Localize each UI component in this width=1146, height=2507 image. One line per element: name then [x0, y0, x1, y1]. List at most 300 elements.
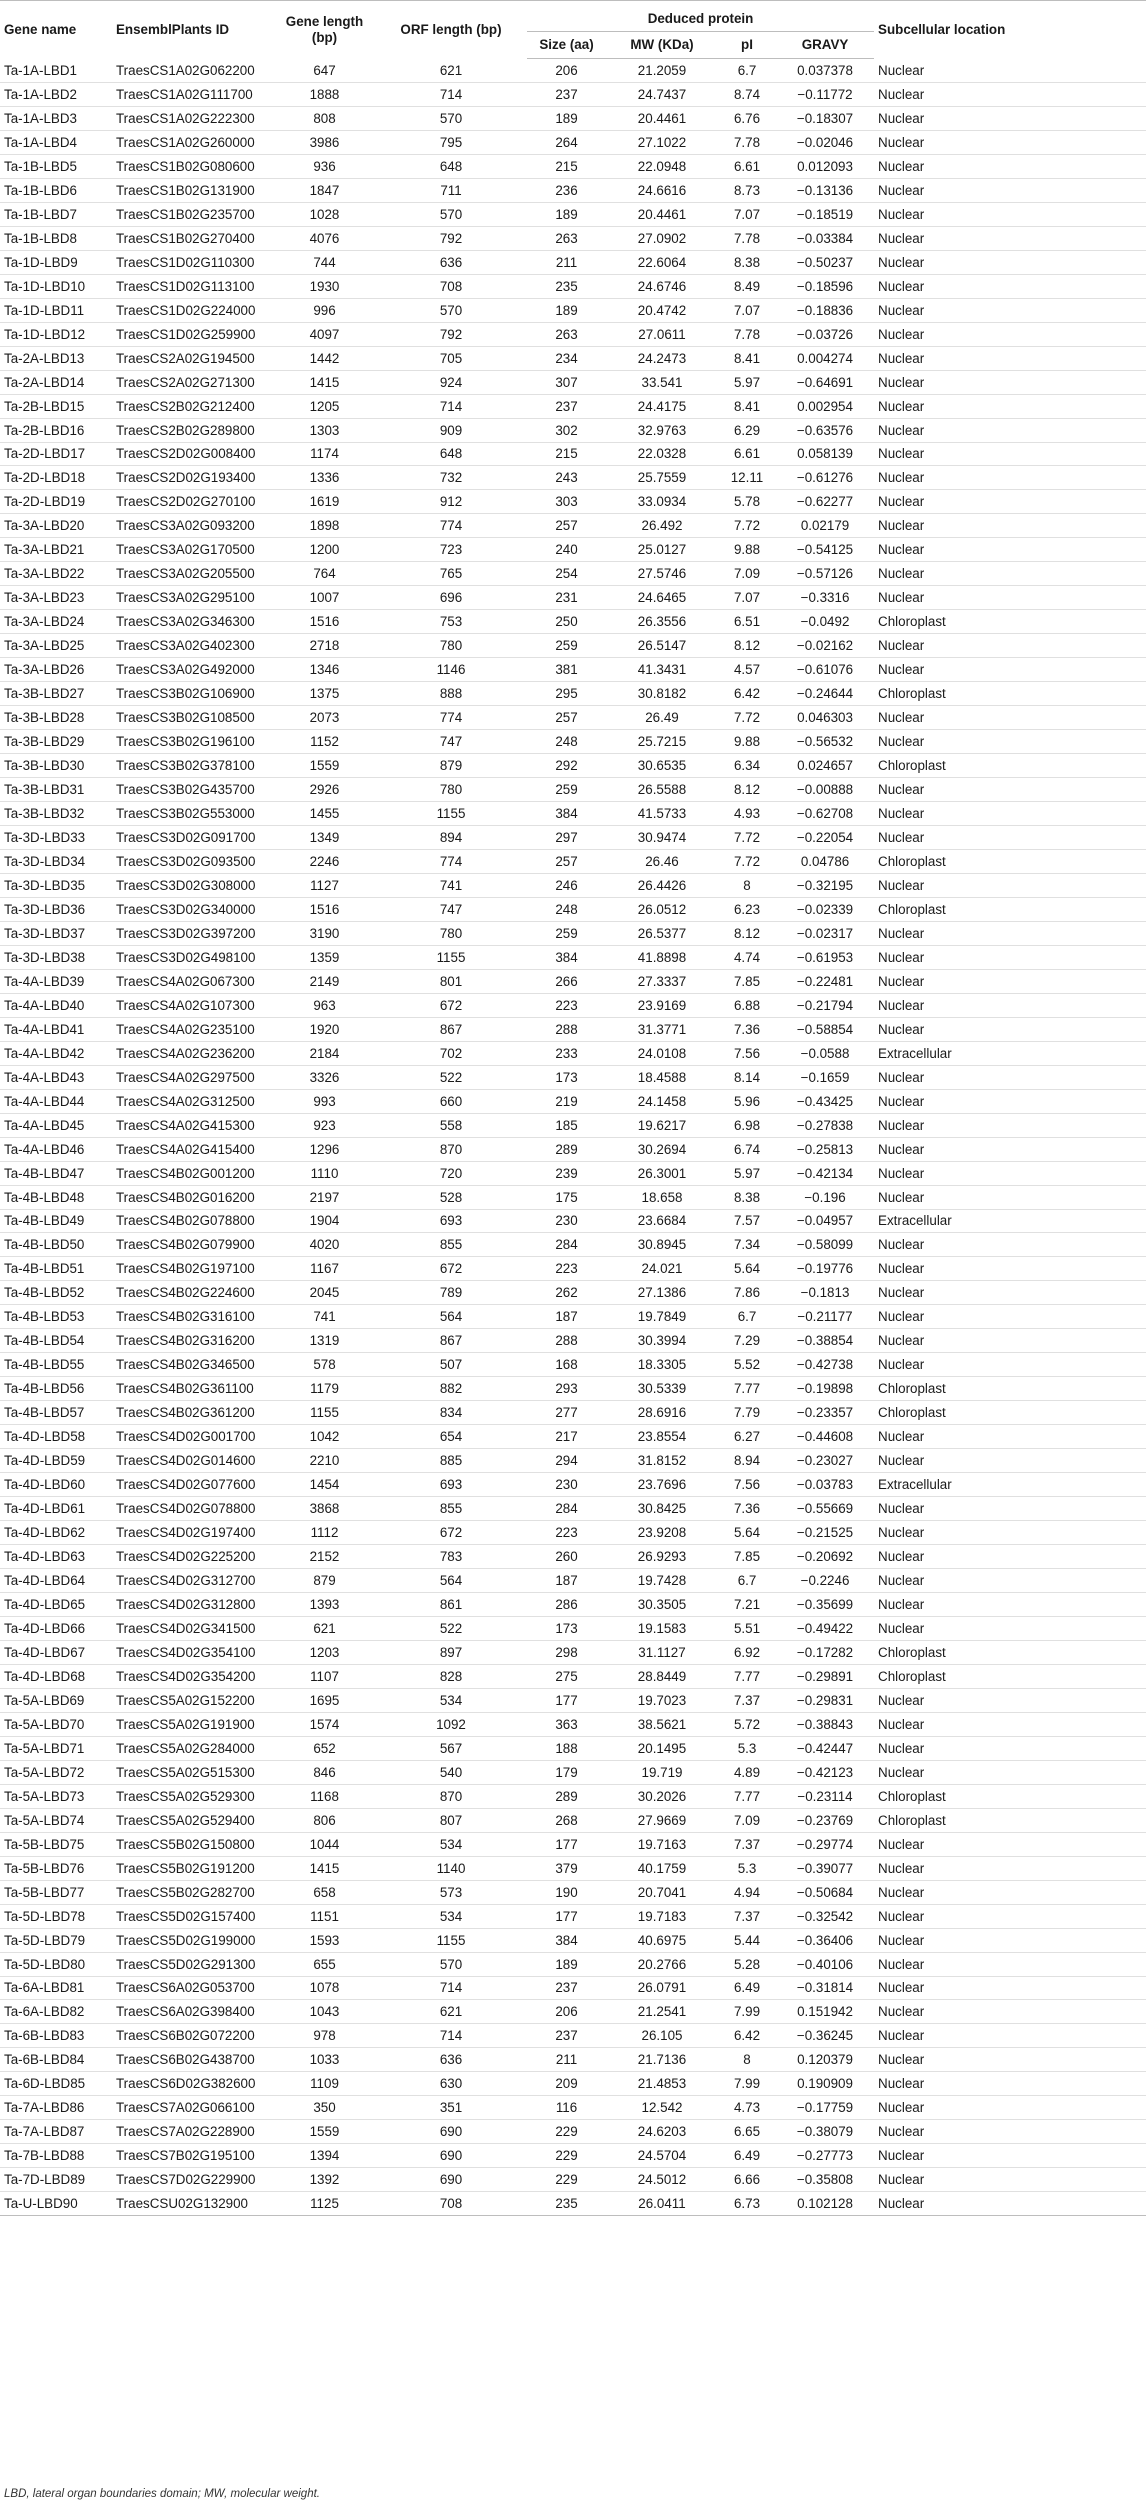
- cell-ensembl-id: TraesCS3D02G308000: [112, 873, 274, 897]
- cell-mw: 40.6975: [606, 1928, 718, 1952]
- cell-mw: 24.6616: [606, 178, 718, 202]
- cell-gene-name: Ta-5A-LBD70: [0, 1712, 112, 1736]
- cell-orf-length: 672: [375, 1257, 527, 1281]
- cell-size: 259: [527, 778, 606, 802]
- table-row: [0, 706, 1146, 730]
- cell-size: 240: [527, 538, 606, 562]
- cell-size: 303: [527, 490, 606, 514]
- cell-gene-name: Ta-4D-LBD67: [0, 1640, 112, 1664]
- cell-location: Nuclear: [874, 394, 1146, 418]
- cell-gene-name: Ta-4A-LBD44: [0, 1089, 112, 1113]
- cell-size: 206: [527, 59, 606, 83]
- cell-location: Nuclear: [874, 2096, 1146, 2120]
- cell-gene-length: 2152: [274, 1545, 375, 1569]
- cell-orf-length: 870: [375, 1784, 527, 1808]
- table-row: [0, 1425, 1146, 1449]
- cell-size: 237: [527, 394, 606, 418]
- cell-gene-name: Ta-3B-LBD31: [0, 778, 112, 802]
- table-row: [0, 1688, 1146, 1712]
- cell-pi: 9.88: [718, 538, 776, 562]
- cell-mw: 23.9169: [606, 993, 718, 1017]
- cell-gene-name: Ta-4D-LBD61: [0, 1497, 112, 1521]
- cell-gene-length: 1442: [274, 346, 375, 370]
- cell-gene-length: 2926: [274, 778, 375, 802]
- cell-size: 177: [527, 1904, 606, 1928]
- cell-gene-length: 1559: [274, 2120, 375, 2144]
- table-row: [0, 1664, 1146, 1688]
- cell-ensembl-id: TraesCS5D02G291300: [112, 1952, 274, 1976]
- cell-pi: 8.74: [718, 82, 776, 106]
- cell-gene-length: 1110: [274, 1161, 375, 1185]
- cell-pi: 5.51: [718, 1616, 776, 1640]
- cell-orf-length: 621: [375, 59, 527, 83]
- cell-orf-length: 789: [375, 1281, 527, 1305]
- cell-mw: 20.1495: [606, 1736, 718, 1760]
- cell-mw: 12.542: [606, 2096, 718, 2120]
- cell-gene-name: Ta-5B-LBD76: [0, 1856, 112, 1880]
- cell-gravy: −0.18307: [776, 106, 874, 130]
- cell-mw: 26.49: [606, 706, 718, 730]
- cell-size: 289: [527, 1137, 606, 1161]
- cell-location: Nuclear: [874, 1712, 1146, 1736]
- cell-ensembl-id: TraesCS2D02G008400: [112, 442, 274, 466]
- cell-gene-length: 3190: [274, 921, 375, 945]
- cell-pi: 5.3: [718, 1736, 776, 1760]
- cell-gravy: −0.13136: [776, 178, 874, 202]
- cell-gravy: −0.03384: [776, 226, 874, 250]
- cell-gene-length: 2718: [274, 634, 375, 658]
- cell-pi: 6.51: [718, 610, 776, 634]
- cell-gene-length: 1200: [274, 538, 375, 562]
- cell-gravy: −0.54125: [776, 538, 874, 562]
- cell-gene-length: 1888: [274, 82, 375, 106]
- cell-orf-length: 885: [375, 1449, 527, 1473]
- cell-mw: 20.4461: [606, 202, 718, 226]
- cell-gene-length: 652: [274, 1736, 375, 1760]
- cell-gene-name: Ta-1D-LBD10: [0, 274, 112, 298]
- cell-location: Nuclear: [874, 969, 1146, 993]
- cell-location: Nuclear: [874, 1688, 1146, 1712]
- cell-gene-length: 1028: [274, 202, 375, 226]
- table-row: [0, 1784, 1146, 1808]
- cell-ensembl-id: TraesCS4A02G236200: [112, 1041, 274, 1065]
- table-row: [0, 394, 1146, 418]
- cell-gene-length: 1346: [274, 658, 375, 682]
- cell-location: Nuclear: [874, 298, 1146, 322]
- cell-mw: 33.0934: [606, 490, 718, 514]
- cell-gravy: −0.21794: [776, 993, 874, 1017]
- cell-ensembl-id: TraesCS4D02G341500: [112, 1616, 274, 1640]
- cell-size: 257: [527, 849, 606, 873]
- cell-size: 189: [527, 298, 606, 322]
- cell-gene-name: Ta-4B-LBD56: [0, 1377, 112, 1401]
- cell-mw: 27.5746: [606, 562, 718, 586]
- cell-size: 189: [527, 202, 606, 226]
- header-mw: MW (KDa): [606, 32, 718, 59]
- cell-orf-length: 1155: [375, 802, 527, 826]
- table-row: [0, 1209, 1146, 1233]
- cell-gene-name: Ta-5D-LBD79: [0, 1928, 112, 1952]
- table-row: [0, 2120, 1146, 2144]
- cell-gene-name: Ta-5A-LBD71: [0, 1736, 112, 1760]
- cell-ensembl-id: TraesCS5D02G199000: [112, 1928, 274, 1952]
- cell-gravy: −0.02162: [776, 634, 874, 658]
- cell-location: Nuclear: [874, 274, 1146, 298]
- cell-location: Nuclear: [874, 802, 1146, 826]
- cell-orf-length: 507: [375, 1353, 527, 1377]
- cell-location: Nuclear: [874, 1161, 1146, 1185]
- cell-gravy: −0.32195: [776, 873, 874, 897]
- cell-pi: 5.97: [718, 1161, 776, 1185]
- cell-gravy: −0.19776: [776, 1257, 874, 1281]
- cell-gene-length: 2073: [274, 706, 375, 730]
- cell-size: 230: [527, 1209, 606, 1233]
- cell-gene-length: 2149: [274, 969, 375, 993]
- cell-gene-name: Ta-3B-LBD29: [0, 730, 112, 754]
- cell-ensembl-id: TraesCS2A02G194500: [112, 346, 274, 370]
- cell-mw: 21.7136: [606, 2048, 718, 2072]
- cell-ensembl-id: TraesCS3A02G295100: [112, 586, 274, 610]
- cell-gene-name: Ta-1A-LBD1: [0, 59, 112, 83]
- cell-size: 289: [527, 1784, 606, 1808]
- cell-ensembl-id: TraesCS5A02G284000: [112, 1736, 274, 1760]
- cell-mw: 23.9208: [606, 1521, 718, 1545]
- cell-orf-length: 723: [375, 538, 527, 562]
- cell-location: Nuclear: [874, 1065, 1146, 1089]
- cell-mw: 28.8449: [606, 1664, 718, 1688]
- cell-pi: 8.12: [718, 634, 776, 658]
- cell-size: 231: [527, 586, 606, 610]
- cell-gravy: −0.19898: [776, 1377, 874, 1401]
- cell-gravy: −0.03726: [776, 322, 874, 346]
- cell-location: Nuclear: [874, 1233, 1146, 1257]
- cell-location: Nuclear: [874, 1017, 1146, 1041]
- cell-mw: 18.4588: [606, 1065, 718, 1089]
- cell-ensembl-id: TraesCSU02G132900: [112, 2192, 274, 2216]
- cell-ensembl-id: TraesCS3A02G170500: [112, 538, 274, 562]
- cell-mw: 22.6064: [606, 250, 718, 274]
- cell-size: 286: [527, 1593, 606, 1617]
- cell-size: 179: [527, 1760, 606, 1784]
- cell-gene-length: 936: [274, 154, 375, 178]
- cell-gene-length: 2197: [274, 1185, 375, 1209]
- cell-orf-length: 801: [375, 969, 527, 993]
- cell-gene-name: Ta-1A-LBD2: [0, 82, 112, 106]
- cell-mw: 27.0611: [606, 322, 718, 346]
- table-row: [0, 1976, 1146, 2000]
- cell-orf-length: 780: [375, 634, 527, 658]
- cell-orf-length: 708: [375, 2192, 527, 2216]
- cell-gene-length: 1695: [274, 1688, 375, 1712]
- cell-size: 189: [527, 1952, 606, 1976]
- cell-orf-length: 573: [375, 1880, 527, 1904]
- cell-size: 264: [527, 130, 606, 154]
- cell-gravy: −0.36245: [776, 2024, 874, 2048]
- cell-gene-length: 1044: [274, 1832, 375, 1856]
- cell-gene-length: 1359: [274, 945, 375, 969]
- cell-gene-length: 3326: [274, 1065, 375, 1089]
- cell-mw: 20.4461: [606, 106, 718, 130]
- cell-location: Nuclear: [874, 1281, 1146, 1305]
- cell-gene-name: Ta-U-LBD90: [0, 2192, 112, 2216]
- cell-pi: 7.36: [718, 1497, 776, 1521]
- cell-location: Chloroplast: [874, 897, 1146, 921]
- table-row: [0, 1473, 1146, 1497]
- cell-pi: 8.49: [718, 274, 776, 298]
- cell-size: 284: [527, 1233, 606, 1257]
- cell-location: Chloroplast: [874, 1664, 1146, 1688]
- cell-gravy: −0.02339: [776, 897, 874, 921]
- cell-gene-length: 1174: [274, 442, 375, 466]
- cell-gene-length: 1415: [274, 370, 375, 394]
- cell-gravy: 0.012093: [776, 154, 874, 178]
- cell-size: 243: [527, 466, 606, 490]
- table-row: [0, 1832, 1146, 1856]
- cell-gene-length: 1151: [274, 1904, 375, 1928]
- cell-gravy: −0.1659: [776, 1065, 874, 1089]
- cell-gene-name: Ta-3B-LBD27: [0, 682, 112, 706]
- cell-mw: 26.5588: [606, 778, 718, 802]
- cell-ensembl-id: TraesCS7D02G229900: [112, 2168, 274, 2192]
- cell-pi: 8.94: [718, 1449, 776, 1473]
- cell-gene-length: 1127: [274, 873, 375, 897]
- table-row: [0, 586, 1146, 610]
- table-row: [0, 1137, 1146, 1161]
- cell-size: 190: [527, 1880, 606, 1904]
- table-row: [0, 1017, 1146, 1041]
- table-row: [0, 1904, 1146, 1928]
- cell-gravy: −0.02317: [776, 921, 874, 945]
- cell-gravy: −0.23357: [776, 1401, 874, 1425]
- cell-pi: 5.64: [718, 1257, 776, 1281]
- cell-pi: 4.73: [718, 2096, 776, 2120]
- cell-gene-name: Ta-2A-LBD13: [0, 346, 112, 370]
- cell-gene-length: 806: [274, 1808, 375, 1832]
- cell-size: 229: [527, 2168, 606, 2192]
- table-row: [0, 2096, 1146, 2120]
- cell-orf-length: 648: [375, 154, 527, 178]
- table-row: [0, 1760, 1146, 1784]
- cell-orf-length: 888: [375, 682, 527, 706]
- cell-ensembl-id: TraesCS7A02G228900: [112, 2120, 274, 2144]
- cell-location: Nuclear: [874, 1593, 1146, 1617]
- cell-ensembl-id: TraesCS3A02G346300: [112, 610, 274, 634]
- cell-gene-name: Ta-3B-LBD28: [0, 706, 112, 730]
- cell-orf-length: 570: [375, 202, 527, 226]
- cell-gene-length: 647: [274, 59, 375, 83]
- cell-size: 173: [527, 1065, 606, 1089]
- cell-orf-length: 882: [375, 1377, 527, 1401]
- cell-ensembl-id: TraesCS5D02G157400: [112, 1904, 274, 1928]
- cell-location: Nuclear: [874, 2048, 1146, 2072]
- cell-gene-name: Ta-3A-LBD21: [0, 538, 112, 562]
- cell-location: Nuclear: [874, 706, 1146, 730]
- cell-location: Nuclear: [874, 2120, 1146, 2144]
- cell-location: Nuclear: [874, 1736, 1146, 1760]
- cell-gene-length: 808: [274, 106, 375, 130]
- cell-pi: 6.7: [718, 59, 776, 83]
- cell-gene-length: 1043: [274, 2000, 375, 2024]
- cell-gravy: −0.3316: [776, 586, 874, 610]
- cell-orf-length: 558: [375, 1113, 527, 1137]
- cell-gravy: −0.38854: [776, 1329, 874, 1353]
- cell-orf-length: 654: [375, 1425, 527, 1449]
- cell-location: Nuclear: [874, 1928, 1146, 1952]
- cell-location: Nuclear: [874, 1976, 1146, 2000]
- cell-gravy: −0.62277: [776, 490, 874, 514]
- table-row: [0, 849, 1146, 873]
- cell-orf-length: 753: [375, 610, 527, 634]
- table-row: [0, 130, 1146, 154]
- table-row: [0, 1329, 1146, 1353]
- cell-ensembl-id: TraesCS4B02G224600: [112, 1281, 274, 1305]
- cell-gravy: −0.58099: [776, 1233, 874, 1257]
- table-row: [0, 1401, 1146, 1425]
- cell-gene-length: 1455: [274, 802, 375, 826]
- cell-gene-name: Ta-3D-LBD37: [0, 921, 112, 945]
- cell-gravy: 0.02179: [776, 514, 874, 538]
- cell-ensembl-id: TraesCS4A02G067300: [112, 969, 274, 993]
- cell-gene-name: Ta-4B-LBD57: [0, 1401, 112, 1425]
- cell-gene-length: 1319: [274, 1329, 375, 1353]
- cell-gene-length: 4097: [274, 322, 375, 346]
- cell-pi: 7.72: [718, 849, 776, 873]
- cell-mw: 33.541: [606, 370, 718, 394]
- cell-gene-length: 996: [274, 298, 375, 322]
- cell-mw: 24.021: [606, 1257, 718, 1281]
- cell-orf-length: 870: [375, 1137, 527, 1161]
- cell-pi: 6.61: [718, 442, 776, 466]
- cell-gene-length: 655: [274, 1952, 375, 1976]
- table-row: [0, 1185, 1146, 1209]
- cell-orf-length: 693: [375, 1473, 527, 1497]
- cell-location: Nuclear: [874, 562, 1146, 586]
- cell-orf-length: 855: [375, 1233, 527, 1257]
- table-row: [0, 154, 1146, 178]
- cell-gene-name: Ta-4D-LBD65: [0, 1593, 112, 1617]
- table-row: [0, 1353, 1146, 1377]
- header-gene-name: Gene name: [0, 1, 112, 59]
- cell-gene-name: Ta-3A-LBD22: [0, 562, 112, 586]
- cell-ensembl-id: TraesCS3A02G492000: [112, 658, 274, 682]
- table-row: [0, 514, 1146, 538]
- cell-location: Nuclear: [874, 1952, 1146, 1976]
- cell-size: 384: [527, 945, 606, 969]
- cell-gravy: −0.57126: [776, 562, 874, 586]
- cell-mw: 27.9669: [606, 1808, 718, 1832]
- cell-size: 262: [527, 1281, 606, 1305]
- cell-orf-length: 522: [375, 1065, 527, 1089]
- cell-mw: 31.1127: [606, 1640, 718, 1664]
- cell-size: 268: [527, 1808, 606, 1832]
- cell-mw: 19.7023: [606, 1688, 718, 1712]
- cell-gene-length: 1203: [274, 1640, 375, 1664]
- cell-gene-name: Ta-4D-LBD62: [0, 1521, 112, 1545]
- cell-size: 223: [527, 993, 606, 1017]
- cell-ensembl-id: TraesCS1A02G062200: [112, 59, 274, 83]
- cell-gravy: −0.02046: [776, 130, 874, 154]
- cell-orf-length: 792: [375, 226, 527, 250]
- cell-ensembl-id: TraesCS4B02G316200: [112, 1329, 274, 1353]
- table-row: [0, 610, 1146, 634]
- cell-orf-length: 924: [375, 370, 527, 394]
- cell-mw: 19.719: [606, 1760, 718, 1784]
- cell-size: 239: [527, 1161, 606, 1185]
- cell-orf-length: 621: [375, 2000, 527, 2024]
- cell-ensembl-id: TraesCS1B02G131900: [112, 178, 274, 202]
- table-row: [0, 1041, 1146, 1065]
- cell-gene-name: Ta-1B-LBD7: [0, 202, 112, 226]
- cell-gravy: 0.120379: [776, 2048, 874, 2072]
- cell-orf-length: 774: [375, 849, 527, 873]
- cell-gene-length: 764: [274, 562, 375, 586]
- cell-gravy: −0.0492: [776, 610, 874, 634]
- cell-pi: 7.07: [718, 202, 776, 226]
- cell-location: Nuclear: [874, 1329, 1146, 1353]
- cell-pi: 7.77: [718, 1664, 776, 1688]
- cell-pi: 7.99: [718, 2000, 776, 2024]
- cell-pi: 8: [718, 2048, 776, 2072]
- cell-size: 211: [527, 250, 606, 274]
- cell-orf-length: 879: [375, 754, 527, 778]
- cell-gene-name: Ta-4B-LBD49: [0, 1209, 112, 1233]
- table-row: [0, 1856, 1146, 1880]
- cell-mw: 26.0411: [606, 2192, 718, 2216]
- cell-gravy: −0.50237: [776, 250, 874, 274]
- cell-pi: 7.07: [718, 298, 776, 322]
- cell-location: Nuclear: [874, 418, 1146, 442]
- cell-mw: 24.7437: [606, 82, 718, 106]
- table-row: [0, 2168, 1146, 2192]
- cell-gene-length: 879: [274, 1569, 375, 1593]
- cell-size: 275: [527, 1664, 606, 1688]
- cell-gene-length: 1109: [274, 2072, 375, 2096]
- table-body: [0, 59, 1146, 2216]
- cell-ensembl-id: TraesCS4D02G354200: [112, 1664, 274, 1688]
- table-row: [0, 418, 1146, 442]
- cell-gene-name: Ta-3B-LBD32: [0, 802, 112, 826]
- cell-pi: 8.12: [718, 778, 776, 802]
- cell-mw: 23.6684: [606, 1209, 718, 1233]
- cell-pi: 5.78: [718, 490, 776, 514]
- table-row: [0, 1449, 1146, 1473]
- cell-size: 173: [527, 1616, 606, 1640]
- cell-mw: 19.7428: [606, 1569, 718, 1593]
- cell-ensembl-id: TraesCS3D02G397200: [112, 921, 274, 945]
- cell-gene-name: Ta-6B-LBD84: [0, 2048, 112, 2072]
- cell-orf-length: 807: [375, 1808, 527, 1832]
- table-row: [0, 826, 1146, 850]
- cell-size: 384: [527, 802, 606, 826]
- cell-gene-length: 1112: [274, 1521, 375, 1545]
- cell-gravy: −0.58854: [776, 1017, 874, 1041]
- cell-ensembl-id: TraesCS7A02G066100: [112, 2096, 274, 2120]
- cell-gene-length: 4020: [274, 1233, 375, 1257]
- cell-ensembl-id: TraesCS4A02G415400: [112, 1137, 274, 1161]
- cell-mw: 21.2541: [606, 2000, 718, 2024]
- cell-ensembl-id: TraesCS4D02G077600: [112, 1473, 274, 1497]
- cell-pi: 8.12: [718, 921, 776, 945]
- table-row: [0, 969, 1146, 993]
- table-row: [0, 1569, 1146, 1593]
- cell-mw: 23.7696: [606, 1473, 718, 1497]
- cell-orf-length: 861: [375, 1593, 527, 1617]
- cell-ensembl-id: TraesCS3D02G093500: [112, 849, 274, 873]
- cell-size: 277: [527, 1401, 606, 1425]
- cell-orf-length: 672: [375, 993, 527, 1017]
- cell-mw: 24.1458: [606, 1089, 718, 1113]
- cell-orf-length: 834: [375, 1401, 527, 1425]
